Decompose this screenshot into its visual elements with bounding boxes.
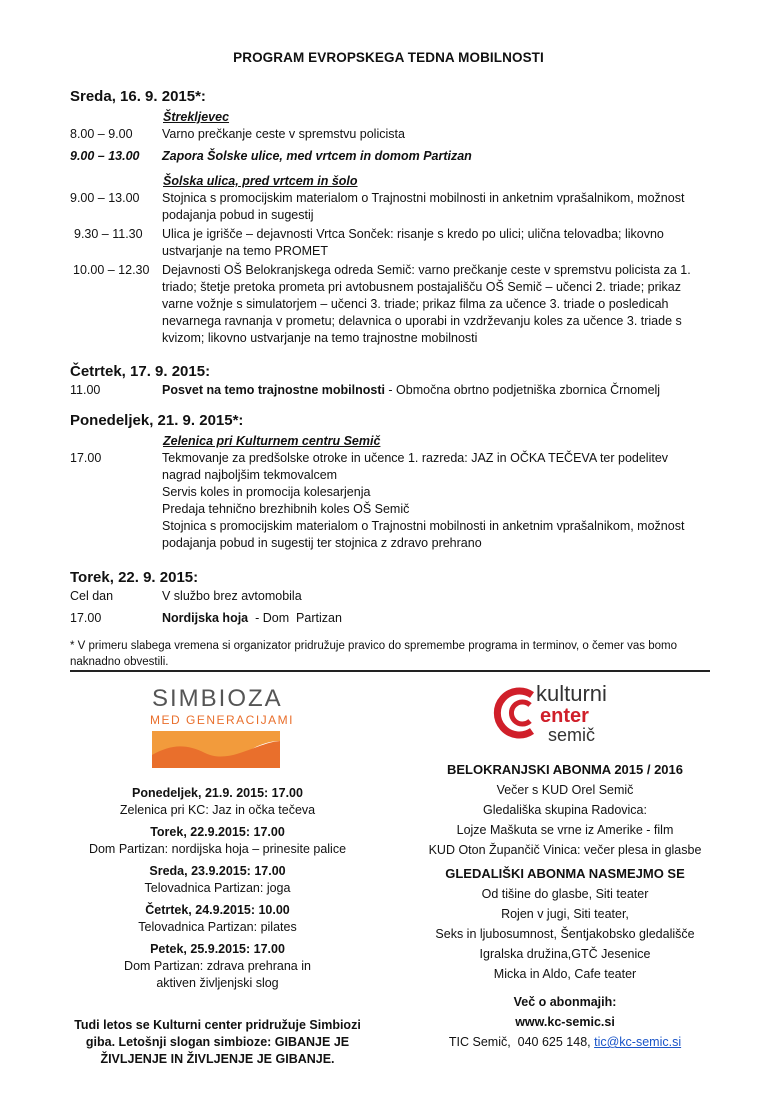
schedule-row [70, 588, 710, 605]
row-desc: Dejavnosti OŠ Belokranjskega odreda Semič: varno prečkanje ceste v spremstvu policista za 1. triado; štetje pretoka prometa pri avtobusnem postajališču OŠ Semič – učenci 2. triade; prikaz varne vožnje s simulatorjem – učenci 3. triade; prikaz filma za učence 3. triade o posledicah nevarnega ravnanja v prometu; delavnica o uporabi in vzdrževanju koles za učence 3. triade s kvizom; likovno ustvarjanje na temo trajnostne mobilnosti [162, 263, 691, 345]
simbioza-event [70, 863, 365, 897]
row-desc: Varno prečkanje ceste v spremstvu policista [162, 127, 405, 141]
location-zelenica: Zelenica pri Kulturnem centru Semič [163, 434, 381, 448]
schedule-row [70, 610, 710, 627]
row-time: Cel dan [70, 589, 114, 603]
abonma-item: Seks in ljubosumnost, Šentjakobsko gledališče [435, 927, 695, 941]
event-place: Telovadnica Partizan: joga [144, 881, 291, 895]
abonma-item: Igralska družina,GTČ Jesenice [479, 947, 651, 961]
simbioza-event [70, 785, 365, 819]
schedule-row [70, 148, 710, 165]
website-link[interactable]: www.kc-semic.si [515, 1015, 615, 1029]
row-time: 8.00 – 9.00 [70, 127, 133, 141]
day-heading-tuesday: Torek, 22. 9. 2015: [70, 569, 199, 586]
event-date: Torek, 22.9.2015: 17.00 [150, 825, 285, 839]
simbioza-logo [130, 683, 300, 773]
simbioza-event [70, 902, 365, 936]
row-desc [162, 450, 710, 552]
day-heading-thursday: Četrtek, 17. 9. 2015: [70, 363, 211, 380]
event-title: Nordijska hoja [162, 611, 249, 625]
event-place: Zelenica pri KC: Jaz in očka tečeva [119, 803, 316, 817]
abonma-title: BELOKRANJSKI ABONMA 2015 / 2016 [447, 762, 683, 777]
simbioza-logo-subtext: MED GENERACIJAMI [150, 713, 295, 727]
day-heading-monday: Ponedeljek, 21. 9. 2015*: [70, 412, 244, 429]
simbioza-event [70, 941, 365, 992]
event-place: Dom Partizan: zdrava prehrana in aktiven življenjski slog [124, 959, 311, 990]
row-time: 10.00 – 12.30 [73, 263, 150, 277]
abonma-item: Rojen v jugi, Siti teater, [501, 907, 629, 921]
simbioza-logo-text: SIMBIOZA [152, 685, 283, 712]
abonma-item: Od tišine do glasbe, Siti teater [481, 887, 649, 901]
row-time: 17.00 [70, 611, 102, 625]
event-place: Telovadnica Partizan: pilates [138, 920, 297, 934]
row-desc: Stojnica s promocijskim materialom o Trajnostni mobilnosti in anketnim vprašalnikom, možnost podajanja pobud in sugestij [162, 191, 685, 222]
abonma-item: Lojze Maškuta se vrne iz Amerike - film [456, 823, 674, 837]
event-place: - Dom Partizan [248, 611, 342, 625]
row-time: 9.30 – 11.30 [74, 227, 143, 241]
row-time: 9.00 – 13.00 [70, 191, 140, 205]
weather-note: * V primeru slabega vremena si organizator pridružuje pravico do spremembe programa in terminov, o čemer vas bomo naknadno obvestili. [70, 640, 678, 668]
row-desc: Ulica je igrišče – dejavnosti Vrtca Sonček: risanje s kredo po ulici; ulična telovadba; likovno ustvarjanje na temo PROMET [162, 227, 664, 258]
kc-logo-word: enter [540, 705, 589, 727]
location-solska-ulica: Šolska ulica, pred vrtcem in šolo [163, 174, 358, 188]
row-desc [162, 382, 710, 399]
kc-abonma [410, 760, 720, 1052]
abonma-item: Gledališka skupina Radovica: [483, 803, 647, 817]
schedule-row [70, 262, 710, 347]
kc-logo-word: kulturni [536, 681, 607, 706]
schedule-row [70, 190, 710, 224]
schedule-row [70, 382, 710, 399]
page-title: PROGRAM EVROPSKEGA TEDNA MOBILNOSTI [233, 50, 544, 65]
simbioza-event [70, 824, 365, 858]
activity-item: Servis koles in promocija kolesarjenja [162, 485, 371, 499]
more-info-label: Več o abonmajih: [513, 995, 617, 1009]
abonma-item: KUD Oton Župančič Vinica: večer plesa in glasbe [428, 843, 702, 857]
row-time: 9.00 – 13.00 [70, 149, 140, 163]
event-date: Sreda, 23.9.2015: 17.00 [149, 864, 286, 878]
abonma-item: Večer s KUD Orel Semič [496, 783, 634, 797]
event-place: Dom Partizan: nordijska hoja – prinesite palice [88, 842, 347, 856]
activity-item: Tekmovanje za predšolske otroke in učence 1. razreda: JAZ in OČKA TEČEVA ter podelitev nagrad najboljšim tekmovalcem [162, 451, 669, 482]
row-desc [162, 610, 710, 627]
section-divider [70, 670, 710, 672]
abonma-title: GLEDALIŠKI ABONMA NASMEJMO SE [445, 866, 685, 881]
schedule-row [70, 126, 710, 143]
activity-item: Stojnica s promocijskim materialom o Trajnostni mobilnosti in anketnim vprašalnikom, možnost podajanja pobud in sugestij ter stojnica z zdravo prehrano [162, 519, 685, 550]
event-date: Ponedeljek, 21.9. 2015: 17.00 [132, 786, 303, 800]
location-strekljevec: Štrekljevec [163, 110, 230, 124]
event-date: Četrtek, 24.9.2015: 10.00 [145, 903, 290, 917]
abonma-item: Micka in Aldo, Cafe teater [493, 967, 637, 981]
row-desc: Zapora Šolske ulice, med vrtcem in domom Partizan [162, 149, 472, 163]
schedule-row [70, 226, 710, 260]
simbioza-closing: Tudi letos se Kulturni center pridružuje Simbiozi giba. Letošnji slogan simbioze: GIBANJE JE ŽIVLJENJE IN ŽIVLJENJE JE GIBANJE. [74, 1018, 361, 1066]
day-heading-wednesday: Sreda, 16. 9. 2015*: [70, 88, 206, 105]
event-date: Petek, 25.9.2015: 17.00 [150, 942, 285, 956]
contact-line [410, 1032, 720, 1052]
kc-logo-word: semič [548, 725, 596, 745]
kc-semic-logo [488, 683, 668, 743]
email-link[interactable]: tic@kc-semic.si [594, 1035, 682, 1049]
row-desc: V službo brez avtomobila [162, 589, 302, 603]
row-time: 17.00 [70, 451, 102, 465]
simbioza-wave-icon [130, 683, 300, 773]
schedule-row [70, 450, 710, 552]
activity-item: Predaja tehnično brezhibnih koles OŠ Semič [162, 502, 410, 516]
simbioza-events [70, 785, 365, 997]
event-title: Posvet na temo trajnostne mobilnosti [162, 383, 385, 397]
row-time: 11.00 [70, 383, 101, 397]
event-organizer: - Območna obrtno podjetniška zbornica Črnomelj [384, 383, 661, 397]
contact-prefix: TIC Semič, 040 625 148, [448, 1035, 595, 1049]
